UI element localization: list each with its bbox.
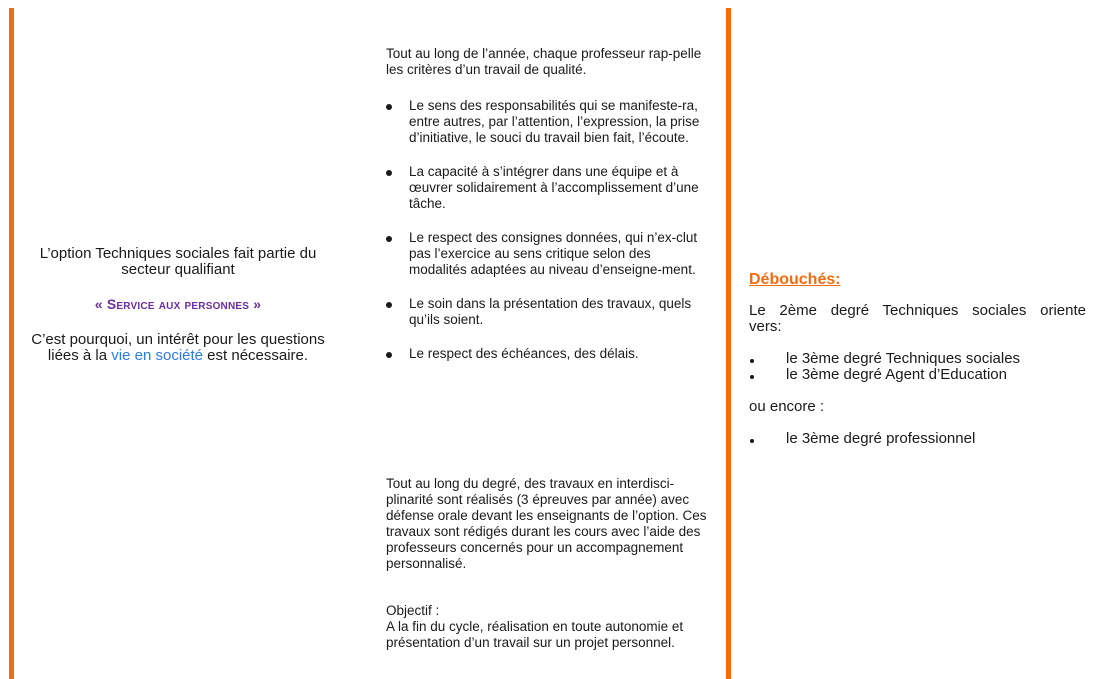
interest-note-end: est nécessaire. [203, 347, 309, 364]
criteria-list [386, 98, 708, 362]
bullet-icon [386, 104, 392, 110]
vie-en-societe-link[interactable]: vie en société [111, 347, 204, 364]
option-text: le 3ème degré Techniques sociales [786, 350, 1021, 367]
interest-note-start: C’est pourquoi, un intérêt pour les questions liées à la [31, 331, 325, 364]
interest-note [18, 332, 338, 364]
list-item [386, 164, 708, 212]
bullet-icon [386, 302, 392, 308]
bullet-icon [386, 236, 392, 242]
orientation-text-line1: Le 2ème degré Techniques sociales oriente [749, 302, 1086, 319]
criteria-text: Le respect des consignes données, qui n’ex-clut pas l’exercice au sens critique selon des modalités adaptées au niveau d’enseigne-ment. [409, 230, 698, 277]
objective-block [386, 603, 708, 651]
objective-label: Objectif : [386, 603, 440, 618]
list-item [386, 296, 708, 328]
option-description-column [18, 246, 338, 364]
bullet-icon [386, 352, 392, 358]
bullet-icon [750, 359, 754, 363]
bullet-icon [750, 375, 754, 379]
criteria-intro: Tout au long de l’année, chaque professeur rap-pelle les critères d’un travail de qualité. [386, 46, 702, 77]
criteria-text: La capacité à s’intégrer dans une équipe et à œuvrer solidairement à l’accomplissement d’une tâche. [409, 164, 699, 211]
list-item [386, 346, 708, 362]
or-label: ou encore : [749, 398, 825, 415]
list-item [386, 98, 708, 146]
bullet-icon [750, 439, 754, 443]
criteria-text: Le soin dans la présentation des travaux, quels qu’ils soient. [409, 296, 692, 327]
orientation-options-list [749, 351, 1086, 383]
service-sector-title: « Service aux personnes » [94, 296, 262, 312]
career-paths-column [749, 272, 1086, 447]
list-item [386, 230, 708, 278]
left-orange-divider [9, 8, 14, 679]
bullet-icon [386, 170, 392, 176]
debouches-heading: Débouchés: [749, 271, 841, 288]
option-text: le 3ème degré professionnel [786, 430, 976, 447]
option-text: le 3ème degré Agent d’Education [786, 366, 1007, 383]
other-options-list [749, 431, 1086, 447]
option-intro: L’option Techniques sociales fait partie du secteur qualifiant [39, 245, 317, 278]
list-item [749, 351, 1086, 367]
list-item [749, 431, 1086, 447]
middle-orange-divider [726, 8, 731, 679]
orientation-text-line2: vers: [749, 318, 782, 335]
list-item [749, 367, 1086, 383]
criteria-text: Le respect des échéances, des délais. [409, 346, 639, 361]
objective-text: A la fin du cycle, réalisation en toute autonomie et présentation d’un travail sur un projet personnel. [386, 619, 684, 650]
quality-criteria-column [386, 46, 708, 650]
criteria-text: Le sens des responsabilités qui se manifeste-ra, entre autres, par l’attention, l’expression, la prise d’initiative, le souci du travail bien fait, l’écoute. [409, 98, 700, 145]
interdisciplinary-paragraph: Tout au long du degré, des travaux en interdisci-plinarité sont réalisés (3 épreuves par année) avec défense orale devant les enseignants de l’option. Ces travaux sont rédigés durant les cours avec l’aide des professeurs concernés pour un accompagnement personnalisé. [386, 476, 707, 571]
